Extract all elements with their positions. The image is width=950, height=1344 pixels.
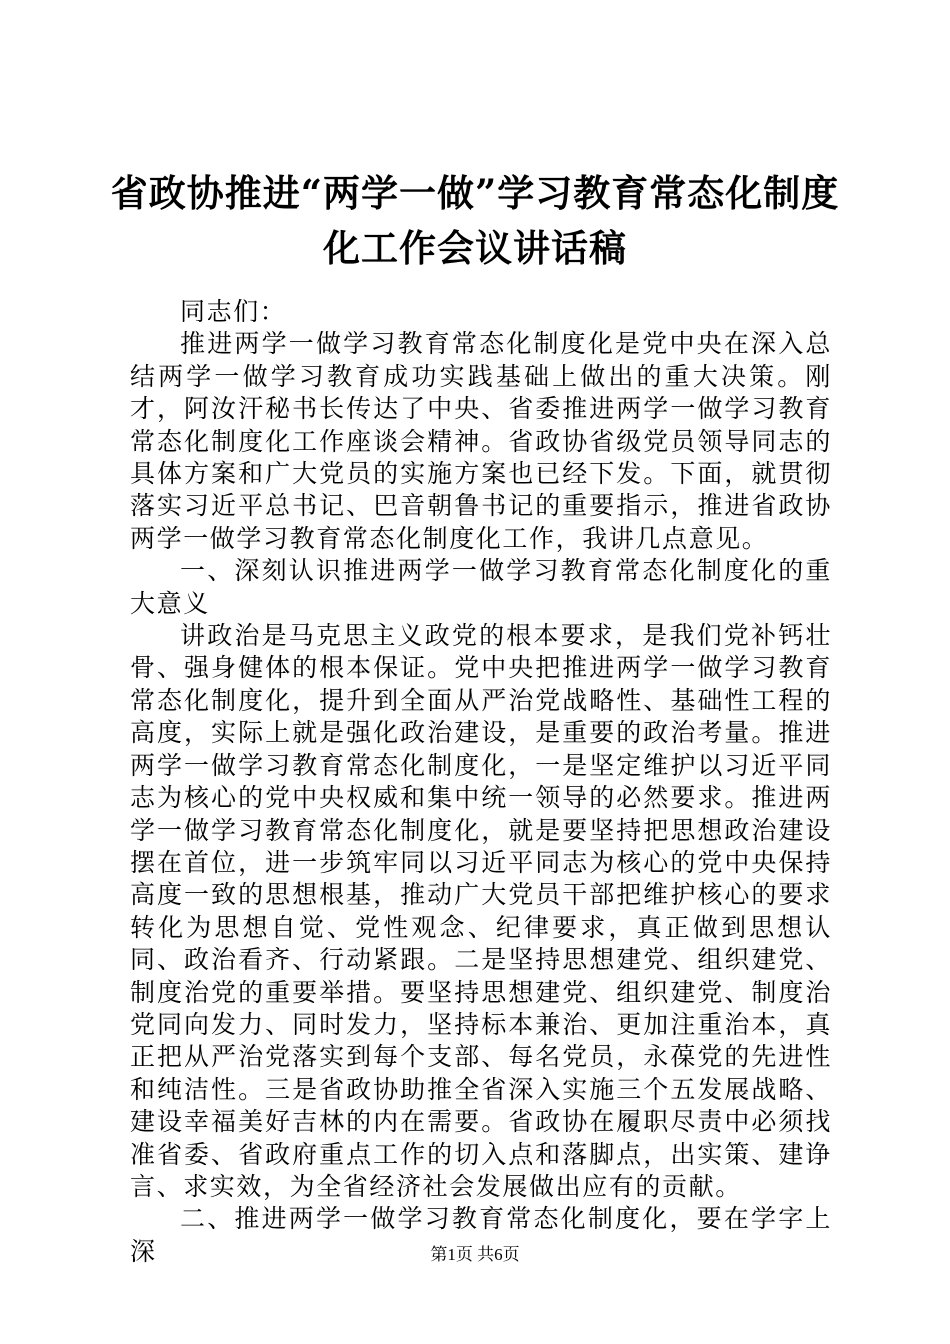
salutation: 同志们： [180,297,287,326]
body-paragraph-section-1: 讲政治是马克思主义政党的根本要求，是我们党补钙壮骨、强身健体的根本保证。党中央把推进两学一做学习教育常态化制度化，提升到全面从严治党战略性、基础性工程的高度，实际上就是强化政治建设，是重要的政治考量。推进两学一做学习教育常态化制度化，一是坚定维护以习近平同志为核心的党中央权威和集中统一领导的必然要求。推进两学一做学习教育常态化制度化，就是要坚持把思想政治建设摆在首位，进一步筑牢同以习近平同志为核心的党中央保持高度一致的思想根基，推动广大党员干部把维护核心的要求转化为思想自觉、党性观念、纪律要求，真正做到思想认同、政治看齐、行动紧跟。二是坚持思想建党、组织建党、制度治党的重要举措。要坚持思想建党、组织建党、制度治党同向发力、同时发力，坚持标本兼治、更加注重治本，真正把从严治党落实到每个支部、每名党员，永葆党的先进性和纯洁性。三是省政协助推全省深入实施三个五发展战略、建设幸福美好吉林的内在需要。省政协在履职尽责中必须找准省委、省政府重点工作的切入点和落脚点，出实策、建诤言、求实效，为全省经济社会发展做出应有的贡献。 [130,621,832,1201]
body-paragraph-intro: 推进两学一做学习教育常态化制度化是党中央在深入总结两学一做学习教育成功实践基础上做出的重大决策。刚才，阿汝汗秘书长传达了中央、省委推进两学一做学习教育常态化制度化工作座谈会精神。省政协省级党员领导同志的具体方案和广大党员的实施方案也已经下发。下面，就贯彻落实习近平总书记、巴音朝鲁书记的重要指示，推进省政协两学一做学习教育常态化制度化工作，我讲几点意见。 [130,329,832,553]
document-title-line-2: 化工作会议讲话稿 [323,226,627,270]
section-heading-2: 二、推进两学一做学习教育常态化制度化，要在学字上深 [130,1204,832,1266]
section-heading-1: 一、深刻认识推进两学一做学习教育常态化制度化的重大意义 [130,556,832,618]
document-title-line-1: 省政协推进“两学一做”学习教育常态化制度 [110,171,840,215]
page-number-footer: 第1页 共6页 [430,1245,520,1264]
document-body [130,296,832,1268]
